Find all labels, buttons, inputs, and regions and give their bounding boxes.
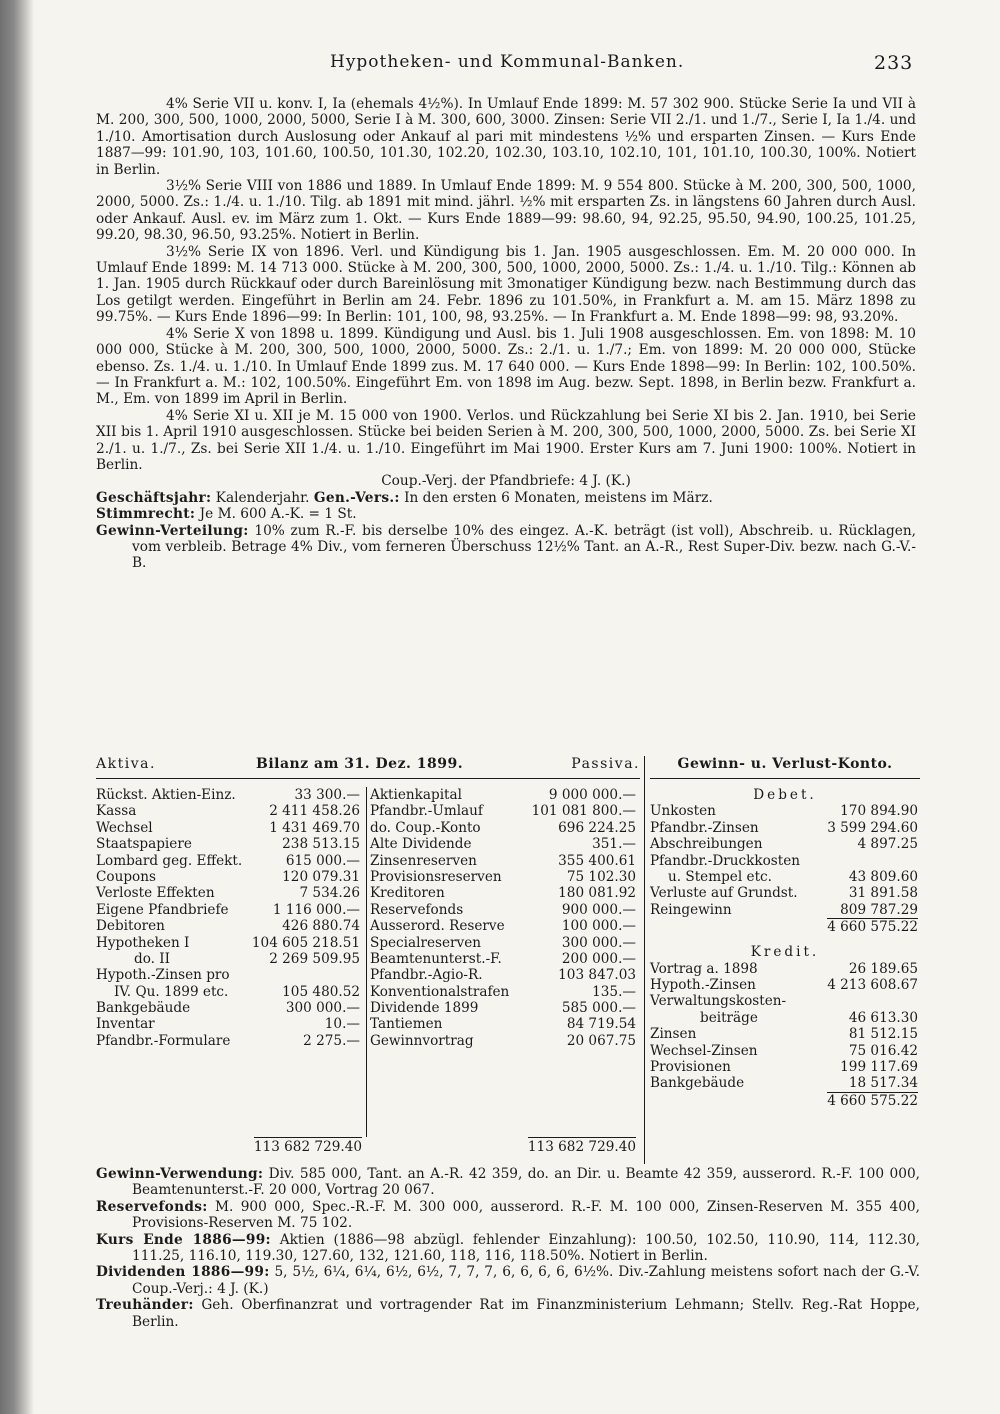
passiva-row: [370, 820, 640, 836]
reserve-funds-value: M. 900 000, Spec.-R.-F. M. 300 000, ausserord. R.-F. M. 100 000, Zinsen-Reserven M. 355 400, Provisions-Reserven M. 75 102.: [132, 1198, 920, 1232]
passiva-row-value: 696 224.25: [558, 819, 636, 836]
use-of-profit-line: [96, 1166, 920, 1199]
aktiva-row: [96, 918, 364, 934]
profit-distribution-line: [96, 523, 916, 572]
debet-row: [650, 820, 920, 836]
voting-right-line: [96, 506, 916, 522]
passiva-row-value: 585 000.—: [561, 1000, 636, 1017]
debet-row: [650, 853, 920, 869]
page-number: 233: [874, 52, 914, 74]
aktiva-row-value: 104 605 218.51: [251, 934, 360, 951]
paragraph-serie-ix: 3½% Serie IX von 1896. Verl. und Kündigung bis 1. Jan. 1905 ausgeschlossen. Em. M. 20 000 000. In Umlauf Ende 1899: M. 14 713 000. Stücke à M. 200, 300, 500, 1000, 2000, 5000. Zs.: 1./4. u. 1./10. Tilg.: Können ab 1. Jan. 1905 durch Rückkauf oder durch Bareinlösung mit 3monatiger Kündigung bezw. nach Bestimmung durch das Los getilgt werden. Eingeführt in Berlin am 24. Febr. 1896 zu 101.50%, in Frankfurt a. M. am 15. März 1898 zu 99.75%. — Kurs Ende 1896—99: In Berlin: 101, 100, 98, 93.25%. — In Frankfurt a. M. Ende 1898—99: 98, 93.20%.: [96, 243, 916, 326]
passiva-row: [370, 984, 640, 1000]
passiva-row: [370, 869, 640, 885]
kredit-row-value: 18 517.34: [848, 1075, 918, 1092]
dividends-value: 5, 5½, 6¼, 6¼, 6½, 6½, 7, 7, 7, 6, 6, 6, 6, 6½%. Div.-Zahlung meistens sofort nach der G.-V. Coup.-Verj.: 4 J. (K.): [132, 1264, 920, 1297]
kredit-row: [650, 993, 920, 1009]
general-meeting-value: In den ersten 6 Monaten, meistens im März.: [404, 489, 713, 506]
kredit-row: [650, 961, 920, 977]
paragraph-serie-x: 4% Serie X von 1898 u. 1899. Kündigung und Ausl. bis 1. Juli 1908 ausgeschlossen. Em. von 1898: M. 10 000 000, Stücke à M. 200, 300, 500, 1000, 2000, 5000. Zs.: 2./1. u. 1./7.; Em. von 1899: M. 20 000 000, Stücke ebenso. Zs. 1./4. u. 1./10. In Umlauf Ende 1899 zus. M. 17 640 000. — Kurs Ende 1898—99: In Berlin: 102, 100.50%. — In Frankfurt a. M.: 102, 100.50%. Eingeführt Em. von 1898 im Aug. bezw. Sept. 1898, in Berlin bezw. Frankfurt a. M., Em. von 1899 im April in Berlin.: [96, 325, 916, 408]
kredit-row-value: 75 016.42: [848, 1042, 918, 1059]
running-title: Hypotheken- und Kommunal-Banken.: [330, 52, 685, 72]
aktiva-row-value: 615 000.—: [285, 852, 360, 869]
page-binding-edge: [0, 0, 34, 1414]
kredit-row: [650, 1075, 920, 1091]
page-header: [0, 52, 1000, 82]
passiva-row-value: 355 400.61: [558, 852, 636, 869]
passiva-row-label: Kreditoren: [370, 885, 445, 902]
passiva-row-label: Pfandbr.-Umlauf: [370, 803, 483, 820]
passiva-row-label: Beamtenunterst.-F.: [370, 950, 502, 967]
aktiva-row: [96, 967, 364, 983]
passiva-row-value: 300 000.—: [561, 934, 636, 951]
paragraph-serie-xi-xii: 4% Serie XI u. XII je M. 15 000 von 1900. Verlos. und Rückzahlung bei Serie XI bis 2. Jan. 1910, bei Serie XII bis 1. April 1910 ausgeschlossen. Stücke bei beiden Serien à M. 200, 300, 500, 1000, 2000, 5000. Zs. bei Serie XI 2./1. u. 1./7., Zs. bei Serie XII 1./4. u. 1./10. Eingeführt im Mai 1900. Erster Kurs am 7. Juni 1900: 100%. Notiert in Berlin.: [96, 407, 916, 473]
kredit-row-label: Wechsel-Zinsen: [650, 1042, 758, 1059]
passiva-row-value: 103 847.03: [558, 967, 636, 984]
passiva-row-label: do. Coup.-Konto: [370, 819, 481, 836]
debet-label: Debet.: [753, 787, 817, 803]
kredit-row-label: Zinsen: [650, 1026, 697, 1043]
passiva-row-value: 9 000 000.—: [548, 787, 636, 803]
kredit-label: Kredit.: [750, 944, 820, 961]
aktiva-row-value: 7 534.26: [299, 885, 360, 902]
profit-loss-divider: [644, 756, 645, 1164]
kredit-row-value: 26 189.65: [848, 960, 918, 977]
aktiva-row-value: 300 000.—: [285, 1000, 360, 1017]
passiva-row-label: Provisionsreserven: [370, 868, 502, 885]
coupon-line: Coup.-Verj. der Pfandbriefe: 4 J. (K.): [381, 473, 631, 490]
trustee-line: [96, 1297, 920, 1330]
use-of-profit-value: Div. 585 000, Tant. an A.-R. 42 359, do. an Dir. u. Beamte 42 359, ausserord. R.-F. 100 000, Beamtenunterst.-F. 20 000, Vortrag 20 067.: [132, 1166, 920, 1199]
aktiva-row: [96, 885, 364, 901]
reserve-funds-label: Reservefonds:: [96, 1198, 208, 1215]
aktiva-row-label: Wechsel: [96, 819, 153, 836]
balance-sheet-title: Bilanz am 31. Dez. 1899.: [256, 756, 464, 772]
passiva-row-value: 75 102.30: [566, 868, 636, 885]
passiva-row: [370, 935, 640, 951]
balance-column-divider: [366, 787, 367, 1137]
passiva-row: [370, 853, 640, 869]
debet-row-value: 170 894.90: [840, 803, 918, 820]
aktiva-row-value: 105 480.52: [282, 983, 360, 1000]
balance-sheet-header: [96, 756, 640, 779]
passiva-row-label: Specialreserven: [370, 934, 482, 951]
aktiva-row-value: 1 116 000.—: [272, 901, 360, 918]
debet-row-value: 4 897.25: [857, 836, 918, 853]
kredit-total: 4 660 575.22: [827, 1092, 918, 1109]
kredit-row: [650, 1043, 920, 1059]
dividends-line: [96, 1264, 920, 1297]
aktiva-row-label: Pfandbr.-Formulare: [96, 1032, 231, 1049]
debet-row-label: Pfandbr.-Druckkosten: [650, 852, 801, 869]
aktiva-row: [96, 787, 364, 803]
debet-row-label: Reingewinn: [650, 901, 732, 918]
aktiva-column: [96, 787, 364, 1049]
passiva-row: [370, 836, 640, 852]
bond-series-text: [96, 96, 916, 572]
debet-total-row: [650, 918, 920, 936]
passiva-row-label: Reservefonds: [370, 901, 464, 918]
aktiva-row-value: 1 431 469.70: [269, 819, 360, 836]
aktiva-row: [96, 836, 364, 852]
voting-right-label: Stimmrecht:: [96, 506, 196, 523]
passiva-row-label: Gewinnvortrag: [370, 1032, 474, 1049]
aktiva-row-label: Rückst. Aktien-Einz.: [96, 787, 236, 803]
profit-distribution-label: Gewinn-Verteilung:: [96, 522, 249, 539]
aktiva-row-label: IV. Qu. 1899 etc.: [114, 983, 229, 1000]
profit-loss-account: [650, 756, 920, 1110]
total-passiva: 113 682 729.40: [527, 1139, 636, 1155]
profit-distribution-value: 10% zum R.-F. bis derselbe 10% des eingez. A.-K. beträgt (ist voll), Abschreib. u. Rücklagen, vom verbleib. Betrage 4% Div., vom ferneren Überschuss 12½% Tant. an A.-R., Rest Super-Div. bezw. nach G.-V.-B.: [132, 522, 916, 572]
kredit-row-label: beiträge: [700, 1009, 758, 1026]
aktiva-row-label: Inventar: [96, 1016, 155, 1033]
debet-row-label: Unkosten: [650, 803, 716, 820]
aktiva-row: [96, 820, 364, 836]
use-of-profit-label: Gewinn-Verwendung:: [96, 1166, 264, 1182]
aktiva-row: [96, 1000, 364, 1016]
passiva-row-value: 135.—: [592, 983, 636, 1000]
debet-row-label: u. Stempel etc.: [668, 868, 772, 885]
dividends-label: Dividenden 1886—99:: [96, 1264, 270, 1281]
aktiva-row: [96, 935, 364, 951]
passiva-row-value: 351.—: [592, 836, 636, 853]
passiva-row-value: 20 067.75: [566, 1032, 636, 1049]
trustee-value: Geh. Oberfinanzrat und vortragender Rat im Finanzministerium Lehmann; Stellv. Reg.-Rat Hoppe, Berlin.: [132, 1297, 920, 1330]
passiva-row: [370, 885, 640, 901]
kredit-row-value: 46 613.30: [848, 1009, 918, 1026]
debet-row-label: Abschreibungen: [650, 836, 763, 853]
aktiva-row: [96, 803, 364, 819]
passiva-row-value: 180 081.92: [558, 885, 636, 902]
aktiva-row-label: Lombard geg. Effekt.: [96, 852, 243, 869]
aktiva-row-value: 33 300.—: [294, 787, 360, 803]
passiva-row-label: Konventionalstrafen: [370, 983, 510, 1000]
passiva-row: [370, 1000, 640, 1016]
share-price-label: Kurs Ende 1886—99:: [96, 1231, 271, 1248]
debet-row: [650, 869, 920, 885]
aktiva-row-value: 2 275.—: [303, 1032, 360, 1049]
aktiva-row-label: Staatspapiere: [96, 836, 192, 853]
passiva-row: [370, 902, 640, 918]
debet-row-value: 43 809.60: [848, 868, 918, 885]
passiva-row-label: Zinsenreserven: [370, 852, 477, 869]
kredit-row-value: 4 213 608.67: [827, 976, 918, 993]
kredit-row: [650, 1059, 920, 1075]
aktiva-label: Aktiva.: [96, 756, 156, 772]
passiva-column: [370, 787, 640, 1049]
debet-row-value: 3 599 294.60: [827, 819, 918, 836]
passiva-row: [370, 1033, 640, 1049]
reserve-funds-line: [96, 1199, 920, 1232]
passiva-row-label: Tantiemen: [370, 1016, 443, 1033]
aktiva-row-label: Hypotheken I: [96, 934, 190, 951]
debet-row-label: Verluste auf Grundst.: [650, 885, 798, 902]
aktiva-row-label: Verloste Effekten: [96, 885, 215, 902]
aktiva-row-label: Coupons: [96, 868, 156, 885]
aktiva-row-value: 2 269 509.95: [269, 950, 360, 967]
aktiva-row: [96, 1016, 364, 1032]
passiva-row-label: Alte Dividende: [370, 836, 472, 853]
aktiva-row-label: Hypoth.-Zinsen pro: [96, 967, 230, 984]
passiva-row: [370, 967, 640, 983]
aktiva-row: [96, 1033, 364, 1049]
aktiva-row-value: 120 079.31: [282, 868, 360, 885]
debet-row: [650, 885, 920, 901]
debet-row: [650, 902, 920, 918]
share-price-value: Aktien (1886—98 abzügl. fehlender Einzahlung): 100.50, 102.50, 110.90, 114, 112.30, 111.25, 116.10, 119.30, 127.60, 132, 121.60, 118, 116, 118.50%. Notiert in Berlin.: [132, 1231, 920, 1265]
kredit-row-label: Hypoth.-Zinsen: [650, 976, 756, 993]
passiva-row-value: 101 081 800.—: [531, 803, 636, 820]
debet-total: 4 660 575.22: [827, 919, 918, 936]
balance-sheet-body: [96, 787, 640, 1137]
fiscal-year-value: Kalenderjahr.: [215, 489, 310, 506]
debet-row-value: 31 891.58: [848, 885, 918, 902]
aktiva-row-label: Bankgebäude: [96, 1000, 191, 1017]
passiva-row: [370, 787, 640, 803]
aktiva-row: [96, 853, 364, 869]
passiva-row-value: 100 000.—: [561, 918, 636, 935]
paragraph-serie-vii: 4% Serie VII u. konv. I, Ia (ehemals 4½%). In Umlauf Ende 1899: M. 57 302 900. Stücke Serie Ia und VII à M. 200, 300, 500, 1000, 2000, 5000, Serie I à M. 300, 600, 3000. Zinsen: Serie VII 2./1. und 1./7., Serie I, Ia 1./4. und 1./10. Amortisation durch Auslosung oder Ankauf al pari mit mindestens ½% und ersparten Zinsen. — Kurs Ende 1887—99: 101.90, 103, 101.60, 100.50, 101.30, 102.20, 102.30, 103.10, 102.10, 101, 101.10, 100.30, 100%. Notiert in Berlin.: [96, 96, 916, 178]
balance-sheet: [96, 756, 640, 1157]
voting-right-value: Je M. 600 A.-K. = 1 St.: [199, 506, 357, 523]
fiscal-year-line: [96, 490, 916, 506]
kredit-row-value: 81 512.15: [848, 1026, 918, 1043]
passiva-row-label: Pfandbr.-Agio-R.: [370, 967, 483, 984]
passiva-row-value: 200 000.—: [561, 950, 636, 967]
passiva-row-label: Dividende 1899: [370, 1000, 479, 1017]
debet-row-value: 809 787.29: [840, 901, 918, 918]
kredit-row-label: Bankgebäude: [650, 1075, 745, 1092]
aktiva-row: [96, 869, 364, 885]
aktiva-row-value: 10.—: [324, 1016, 360, 1033]
aktiva-row-label: do. II: [134, 950, 171, 967]
kredit-row: [650, 977, 920, 993]
aktiva-row-label: Kassa: [96, 803, 137, 820]
aktiva-row: [96, 902, 364, 918]
kredit-row-value: 199 117.69: [840, 1058, 918, 1075]
company-footer: [96, 1166, 920, 1330]
passiva-row-value: 84 719.54: [566, 1016, 636, 1033]
passiva-row: [370, 918, 640, 934]
passiva-label: Passiva.: [571, 756, 640, 772]
kredit-row-label: Vortrag a. 1898: [650, 960, 758, 977]
aktiva-row: [96, 984, 364, 1000]
debet-row: [650, 803, 920, 819]
aktiva-row-value: 238 513.15: [282, 836, 360, 853]
kredit-row: [650, 1026, 920, 1042]
total-aktiva: 113 682 729.40: [253, 1139, 362, 1155]
aktiva-row-label: Debitoren: [96, 918, 165, 935]
passiva-row: [370, 803, 640, 819]
aktiva-row: [96, 951, 364, 967]
paragraph-serie-viii: 3½% Serie VIII von 1886 und 1889. In Umlauf Ende 1899: M. 9 554 800. Stücke à M. 200, 300, 500, 1000, 2000, 5000. Zs.: 1./4. u. 1./10. Tilg. ab 1891 mit mind. jährl. ½% mit ersparten Zs. in längstens 60 Jahren durch Ausl. oder Ankauf. Ausl. ev. im März zum 1. Okt. — Kurs Ende 1889—99: 98.60, 94, 92.25, 95.50, 94.90, 100.25, 101.25, 99.20, 98.30, 96.50, 93.25%. Notiert in Berlin.: [96, 178, 916, 244]
aktiva-row-label: Eigene Pfandbriefe: [96, 901, 229, 918]
debet-row-label: Pfandbr.-Zinsen: [650, 819, 759, 836]
kredit-row: [650, 1010, 920, 1026]
balance-totals: [96, 1137, 640, 1157]
aktiva-row-value: 426 880.74: [282, 918, 360, 935]
passiva-row-label: Ausserord. Reserve: [370, 918, 505, 935]
kredit-total-row: [650, 1092, 920, 1110]
general-meeting-label: Gen.-Vers.:: [313, 489, 400, 506]
debet-row: [650, 836, 920, 852]
kredit-row-label: Provisionen: [650, 1058, 731, 1075]
passiva-row-label: Aktienkapital: [370, 787, 462, 803]
passiva-row-value: 900 000.—: [561, 901, 636, 918]
share-price-line: [96, 1232, 920, 1265]
passiva-row: [370, 951, 640, 967]
passiva-row: [370, 1016, 640, 1032]
trustee-label: Treuhänder:: [96, 1297, 194, 1314]
aktiva-row-value: 2 411 458.26: [269, 803, 360, 820]
profit-loss-title: Gewinn- u. Verlust-Konto.: [650, 756, 920, 779]
kredit-row-label: Verwaltungskosten-: [650, 993, 787, 1010]
fiscal-year-label: Geschäftsjahr:: [96, 489, 212, 506]
